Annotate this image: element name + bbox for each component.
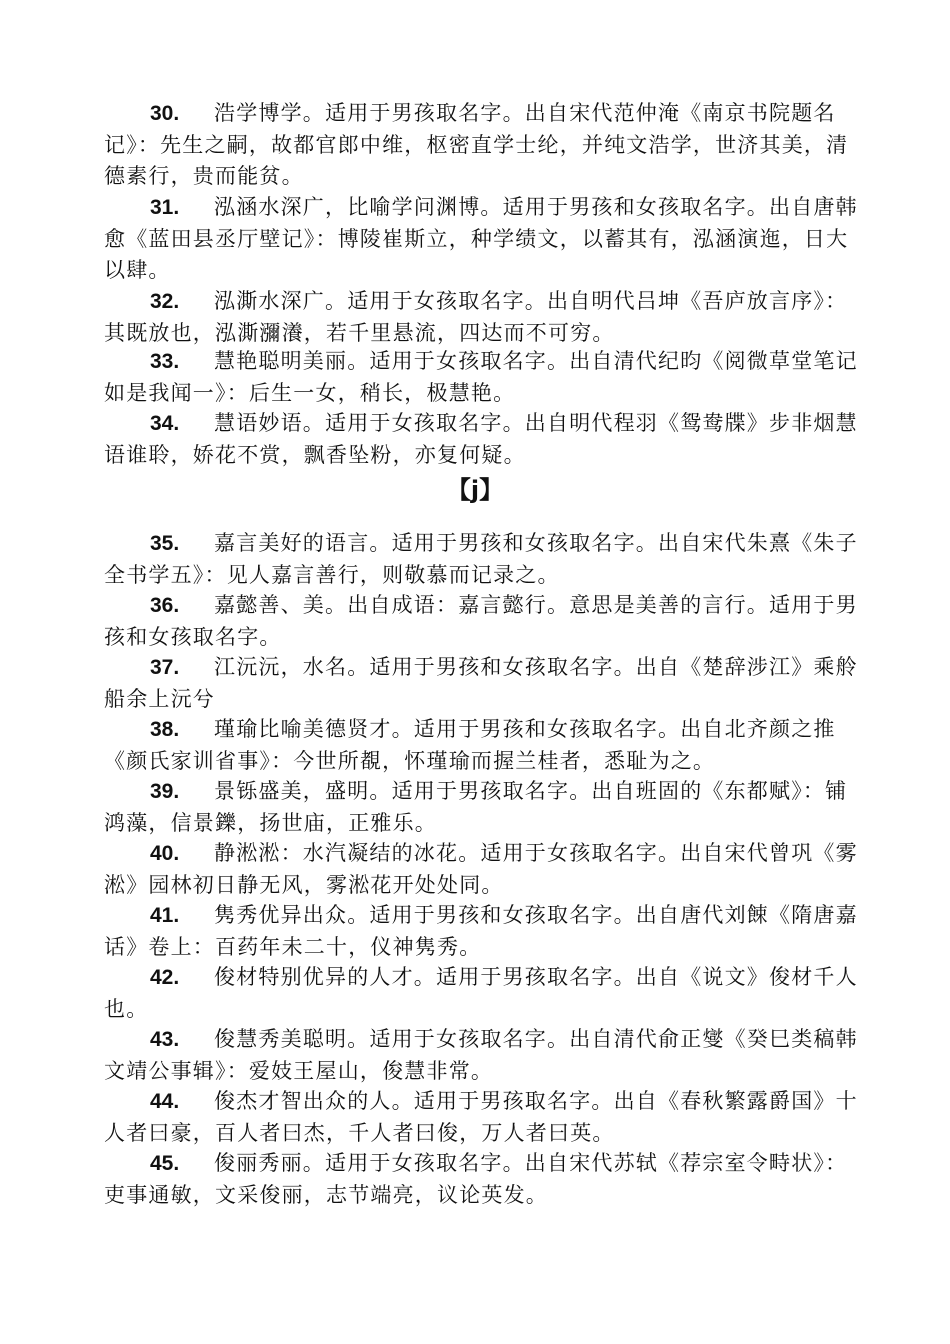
entry-36 [104, 590, 864, 653]
entry-43 [104, 1024, 864, 1087]
entry-text: 嘉言美好的语言。适用于男孩和女孩取名字。出自宋代朱熹《朱子全书学五》：见人嘉言善行，则敬慕而记录之。 [104, 531, 858, 587]
entry-number: 30. [150, 102, 180, 125]
entry-37 [104, 652, 864, 715]
entry-text: 隽秀优异出众。适用于男孩和女孩取名字。出自唐代刘餗《隋唐嘉话》卷上：百药年未二十，仪神隽秀。 [104, 903, 858, 959]
entry-number: 40. [150, 842, 180, 865]
entry-text: 瑾瑜比喻美德贤才。适用于男孩和女孩取名字。出自北齐颜之推《颜氏家训省事》：今世所覩，怀瑾瑜而握兰桂者，悉耻为之。 [104, 717, 836, 773]
entry-33 [104, 346, 864, 409]
entry-30 [104, 98, 864, 193]
entry-text: 静淞淞：水汽凝结的冰花。适用于女孩取名字。出自宋代曾巩《雾淞》园林初日静无风，雾淞花开处处同。 [104, 841, 858, 897]
entry-text: 浩学博学。适用于男孩取名字。出自宋代范仲淹《南京书院题名记》：先生之嗣，故都官郎中维，枢密直学士纶，并纯文浩学，世济其美，清德素行，贵而能贫。 [104, 101, 849, 188]
entry-32 [104, 286, 864, 349]
entry-35 [104, 528, 864, 591]
entry-31 [104, 192, 864, 287]
entry-number: 37. [150, 656, 180, 679]
entry-38 [104, 714, 864, 777]
entry-number: 38. [150, 718, 180, 741]
entry-number: 34. [150, 412, 180, 435]
entry-34 [104, 408, 864, 471]
entry-text: 慧艳聪明美丽。适用于女孩取名字。出自清代纪昀《阅微草堂笔记如是我闻一》：后生一女，稍长，极慧艳。 [104, 349, 858, 405]
entry-number: 42. [150, 966, 180, 989]
entry-text: 江沅沅，水名。适用于男孩和女孩取名字。出自《楚辞涉江》乘舲船余上沅兮 [104, 655, 858, 711]
entry-text: 俊慧秀美聪明。适用于女孩取名字。出自清代俞正燮《癸巳类稿韩文靖公事辑》：爱妓王屋山，俊慧非常。 [104, 1027, 858, 1083]
entry-41 [104, 900, 864, 963]
entry-number: 41. [150, 904, 180, 927]
entry-40 [104, 838, 864, 901]
entry-number: 43. [150, 1028, 180, 1051]
entry-text: 泓澌水深广。适用于女孩取名字。出自明代吕坤《吾庐放言序》：其既放也，泓澌瀰瀁，若千里悬流，四达而不可穷。 [104, 289, 848, 345]
entry-number: 35. [150, 532, 180, 555]
entry-text: 俊丽秀丽。适用于女孩取名字。出自宋代苏轼《荐宗室令畤状》：吏事通敏，文采俊丽，志节端亮，议论英发。 [104, 1151, 848, 1207]
entry-text: 慧语妙语。适用于女孩取名字。出自明代程羽《鸳鸯牒》步非烟慧语谁聆，娇花不赏，飘香坠粉，亦复何疑。 [104, 411, 858, 467]
entry-number: 33. [150, 350, 180, 373]
entry-text: 景铄盛美，盛明。适用于男孩取名字。出自班固的《东都赋》：铺鸿藻，信景鑠，扬世庙，正雅乐。 [104, 779, 848, 835]
entry-number: 31. [150, 196, 180, 219]
entry-45 [104, 1148, 864, 1211]
entry-text: 泓涵水深广，比喻学问渊博。适用于男孩和女孩取名字。出自唐韩愈《蓝田县丞厅壁记》：博陵崔斯立，种学绩文，以蓄其有，泓涵演迤，日大以肆。 [104, 195, 858, 282]
entry-39 [104, 776, 864, 839]
entry-number: 44. [150, 1090, 180, 1113]
entry-text: 俊杰才智出众的人。适用于男孩取名字。出自《春秋繁露爵国》十人者曰豪，百人者曰杰，千人者曰俊，万人者曰英。 [104, 1089, 858, 1145]
entry-number: 36. [150, 594, 180, 617]
entry-number: 39. [150, 780, 180, 803]
entry-text: 嘉懿善、美。出自成语：嘉言懿行。意思是美善的言行。适用于男孩和女孩取名字。 [104, 593, 858, 649]
entry-number: 45. [150, 1152, 180, 1175]
entry-number: 32. [150, 290, 180, 313]
section-heading: 【j】 [446, 476, 504, 504]
entry-44 [104, 1086, 864, 1149]
entry-42 [104, 962, 864, 1025]
entry-text: 俊材特别优异的人才。适用于男孩取名字。出自《说文》俊材千人也。 [104, 965, 858, 1021]
